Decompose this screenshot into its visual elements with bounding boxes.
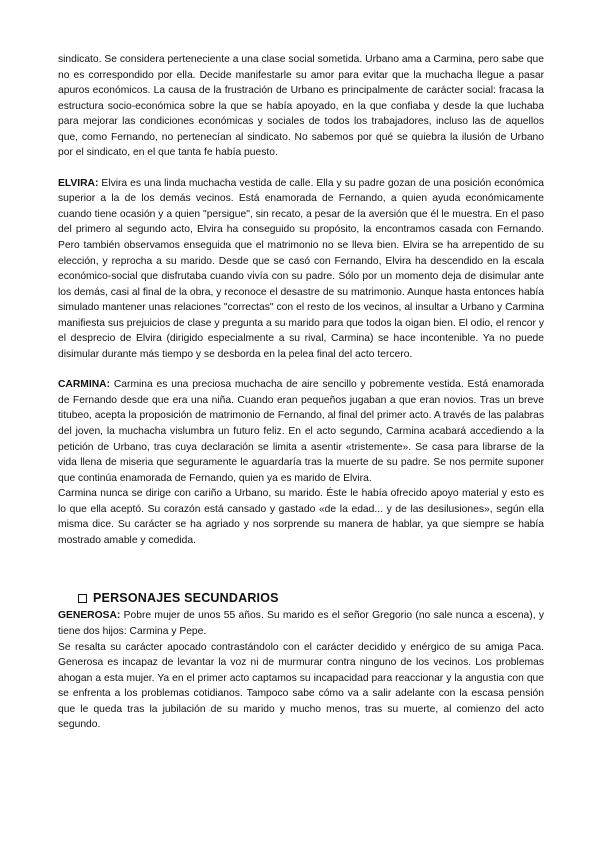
spacer: [58, 161, 544, 176]
elvira-label: ELVIRA:: [58, 177, 99, 189]
section-title: PERSONAJES SECUNDARIOS: [93, 591, 279, 606]
section-heading: [78, 588, 544, 608]
generosa-label: GENEROSA:: [58, 610, 121, 622]
spacer: [58, 548, 544, 588]
carmina-text: Carmina es una preciosa muchacha de aire sencillo y pobremente vestida. Está enamorada de Fernando desde que era una niña. Cuando eran pequeños jugaban a que eran novios. Tras un breve titubeo, acepta la proposición de matrimonio de Fernando, al final del primer acto. A través de las palabras del joven, la muchacha vislumbra un futuro feliz. En el acto segundo, Carmina acabará accediendo a la petición de Urbano, tras cuya declaración se limita a asentir «tristemente». Se casa para librarse de la vida llena de miseria que seguramente le aguardaría tras la muerte de su padre. Se nos permite suponer que continúa enamorada de Fernando, quien ya es marido de Elvira.: [58, 379, 544, 484]
spacer: [58, 362, 544, 377]
generosa-paragraph-2: Se resalta su carácter apocado contrastándolo con el carácter decidido y enérgico de su amiga Paca. Generosa es incapaz de levantar la voz ni de murmurar contra ninguno de los vecinos. Los problemas ahogan a esta mujer. Ya en el primer acto captamos su incapacidad para reaccionar y la angustia con que se enfrenta a los problemas cotidianos. Tampoco sabe cómo va a salir adelante con la escasa pensión que le queda tras la jubilación de su marido y mucho menos, tras su muerte, al comienzo del acto segundo.: [58, 641, 544, 731]
carmina-paragraph: [58, 377, 544, 486]
elvira-text: Elvira es una linda muchacha vestida de calle. Ella y su padre gozan de una posición económica superior a la de los demás vecinos. Está enamorada de Fernando, a quien ayuda económicamente cuando tiene ocasión y a quien "persigue", sin recato, a pesar de la aversión que él le muestra. En el paso del primero al segundo acto, Elvira ha conseguido su propósito, la encontramos casada con Fernando. Pero también observamos enseguida que el matrimonio no se lleva bien. Elvira se ha arrepentido de su elección, y reprocha a su marido. Desde que se casó con Fernando, Elvira ha descendido en la escala económico-social que disfrutaba cuando vivía con su padre. Sólo por un momento deja de disimular ante los demás, casi al final de la obra, y reconoce el desastre de su matrimonio. Aunque hasta entonces había simulado mantener unas relaciones "correctas" con el resto de los vecinos, al insultar a Urbano y Carmina manifiesta sus prejuicios de clase y pregunta a su marido para que todos la oigan bien. El odio, el rencor y el desprecio de Elvira (dirigido especialmente a su rival, Carmina) se hace incontenible. Ya no puede disimular durante más tiempo y se desborda en la pelea final del acto tercero.: [58, 177, 544, 360]
generosa-text: Pobre mujer de unos 55 años. Su marido es el señor Gregorio (no sale nunca a escena), y tiene dos hijos: Carmina y Pepe.: [58, 610, 544, 637]
elvira-paragraph: [58, 176, 544, 363]
urbano-paragraph: sindicato. Se considera perteneciente a una clase social sometida. Urbano ama a Carmina, pero sabe que no es correspondido por ella. Decide manifestarle su amor para evitar que la muchacha llegue a pasar apuros económicos. La causa de la frustración de Urbano es principalmente de carácter social: fracasa la estructura socio-económica sobre la que se había apoyado, en la que confiaba y desde la que luchaba para mejorar las condiciones económicas y sociales de todos los trabajadores, incluso las de aquellos que, como Fernando, no pertenecían al sindicato. No sabemos por qué se quiebra la ilusión de Urbano por el sindicato, en el que tanta fe había puesto.: [58, 54, 544, 159]
checkbox-icon: [78, 594, 87, 603]
generosa-paragraph: [58, 608, 544, 639]
carmina-paragraph-2: Carmina nunca se dirige con cariño a Urbano, su marido. Éste le había ofrecido apoyo material y esto es lo que ella aceptó. Su corazón está cansado y gastado «de la edad... y de las desilusiones», según ella misma dice. Su carácter se ha agriado y nos sorprende su manera de hablar, ya que siempre se había mostrado amable y comedida.: [58, 488, 544, 546]
carmina-label: CARMINA:: [58, 379, 111, 391]
